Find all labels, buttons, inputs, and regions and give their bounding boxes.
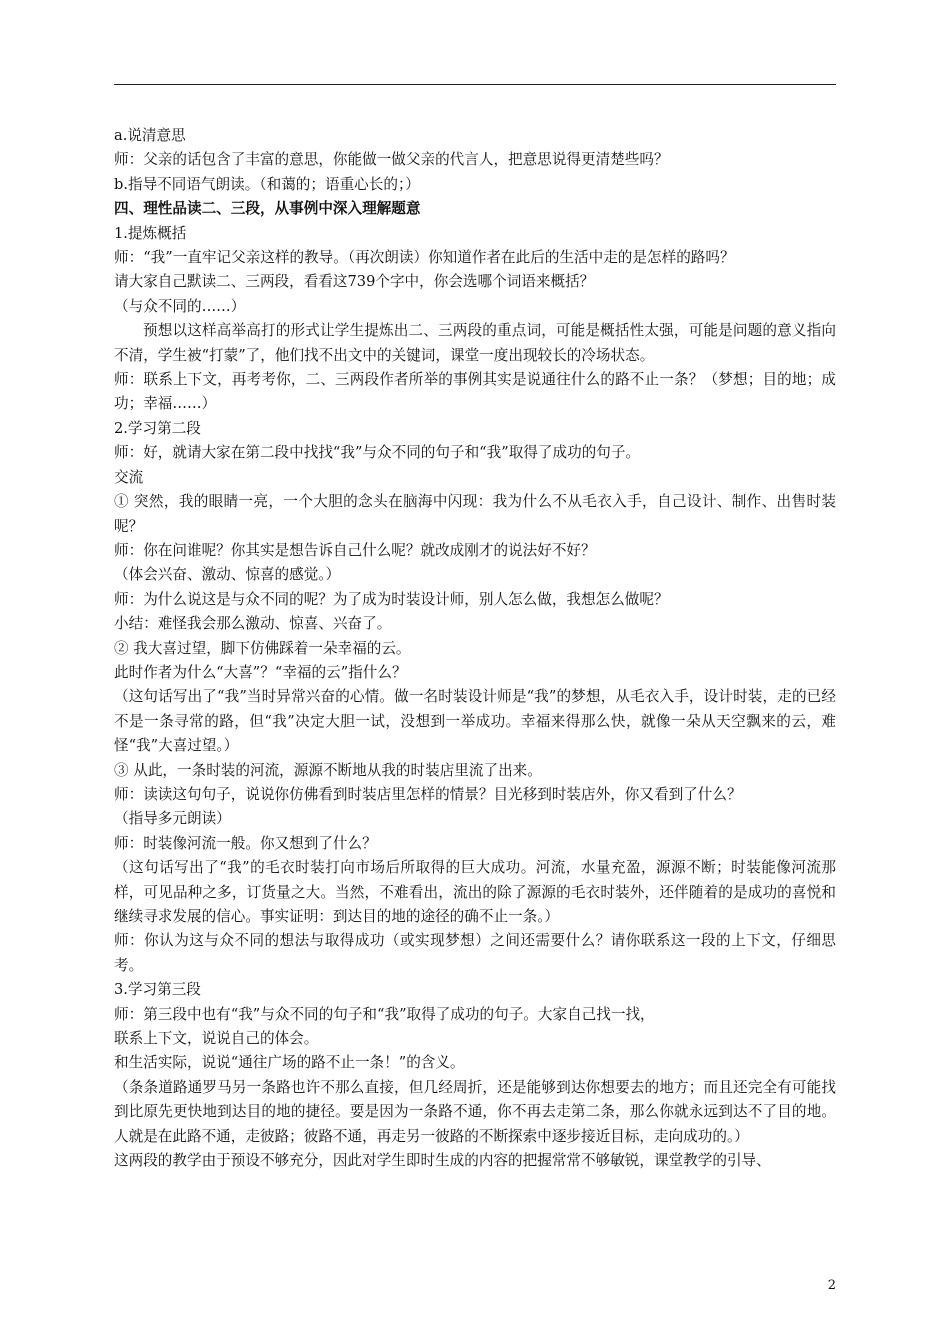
paragraph: a.说清意思 [114,127,186,144]
paragraph: 和生活实际，说说“通往广场的路不止一条！”的含义。 [114,1054,465,1072]
paragraph: （这句话写出了“我”当时异常兴奋的心情。做一名时装设计师是“我”的梦想，从毛衣入手，设计时装，走的已经不是一条寻常的路，但“我”决定大胆一试，没想到一举成功。幸福来得那么快，就像一朵从天空飘来的云，难怪“我”大喜过望。） [114,688,836,755]
paragraph: （体会兴奋、激动、惊喜的感觉。） [114,566,341,584]
subsection-heading: 1.提炼概括 [114,224,187,242]
subsection-heading: 3.学习第三段 [114,981,201,999]
paragraph: ③ 从此，一条时装的河流，源源不断地从我的时装店里流了出来。 [114,761,542,779]
section-heading: 四、理性品读二、三段，从事例中深入理解题意 [114,200,421,218]
paragraph: 师：第三段中也有“我”与众不同的句子和“我”取得了成功的句子。大家自己找一找， [114,1005,655,1023]
paragraph: 师：时装像河流一般。你又想到了什么？ [114,834,377,852]
paragraph: ① 突然，我的眼睛一亮，一个大胆的念头在脑海中闪现：我为什么不从毛衣入手，自己设计、制作、出售时装呢？ [114,493,836,535]
paragraph: 师：父亲的话包含了丰富的意思，你能做一做父亲的代言人，把意思说得更清楚些吗？ [114,151,669,169]
paragraph: 请大家自己默读二、三两段，看看这739个字中，你会选哪个词语来概括？ [114,273,595,291]
paragraph: b.指导不同语气朗读。（和蔼的；语重心长的；） [114,175,420,193]
paragraph: 预想以这样高举高打的形式让学生提炼出二、三两段的重点词，可能是概括性太强，可能是问题的意义指向不清，学生被“打蒙”了，他们找不出文中的关键词，课堂一度出现较长的冷场状态。 [114,322,836,364]
paragraph: 师：读读这句句子，说说你仿佛看到时装店里怎样的情景？目光移到时装店外，你又看到了什么？ [114,785,742,803]
paragraph: 师：联系上下文，再考考你，二、三两段作者所举的事例其实是说通往什么的路不止一条？（梦想；目的地；成功；幸福……） [114,371,836,413]
header-rule [114,84,836,85]
paragraph: ② 我大喜过望，脚下仿佛踩着一朵幸福的云。 [114,639,411,657]
paragraph: 此时作者为什么“大喜”？“幸福的云”指什么？ [114,663,407,681]
paragraph: 师：为什么说这是与众不同的呢？为了成为时装设计师，别人怎么做，我想怎么做呢？ [114,590,669,608]
paragraph: 师：你认为这与众不同的想法与取得成功（或实现梦想）之间还需要什么？请你联系这一段的上下文，仔细思考。 [114,932,836,974]
document-body [114,124,836,1173]
paragraph: 联系上下文，说说自己的体会。 [114,1030,319,1048]
paragraph: （指导多元朗读） [114,810,231,828]
paragraph: （这句话写出了“我”的毛衣时装打向市场后所取得的巨大成功。河流，水量充盈，源源不断；时装能像河流那样，可见品种之多，订货量之大。当然，不难看出，流出的除了源源的毛衣时装外，还伴随着的是成功的喜悦和继续寻求发展的信心。事实证明：到达目的地的途径的确不止一条。） [114,859,836,925]
paragraph: 师：“我”一直牢记父亲这样的教导。（再次朗读）你知道作者在此后的生活中走的是怎样的路吗？ [114,249,735,267]
paragraph: （条条道路通罗马另一条路也许不那么直接，但几经周折，还是能够到达你想要去的地方；而且还完全有可能找到比原先更快地到达目的地的捷径。要是因为一条路不通，你不再去走第二条，那么你就永远到达不了目的地。人就是在此路不通，走彼路；彼路不通，再走另一彼路的不断探索中逐步接近目标，走向成功的。） [114,1078,836,1145]
paragraph: 交流 [114,468,144,486]
page-number: 2 [827,1278,836,1293]
paragraph: 师：好，就请大家在第二段中找找“我”与众不同的句子和“我”取得了成功的句子。 [114,444,641,462]
subsection-heading: 2.学习第二段 [114,419,201,437]
paragraph: 小结：难怪我会那么激动、惊喜、兴奋了。 [114,615,392,633]
paragraph: 师：你在问谁呢？你其实是想告诉自己什么呢？就改成刚才的说法好不好？ [114,541,596,559]
paragraph: （与众不同的……） [114,297,246,315]
paragraph: 这两段的教学由于预设不够充分，因此对学生即时生成的内容的把握常常不够敏锐，课堂教学的引导、 [114,1152,771,1170]
